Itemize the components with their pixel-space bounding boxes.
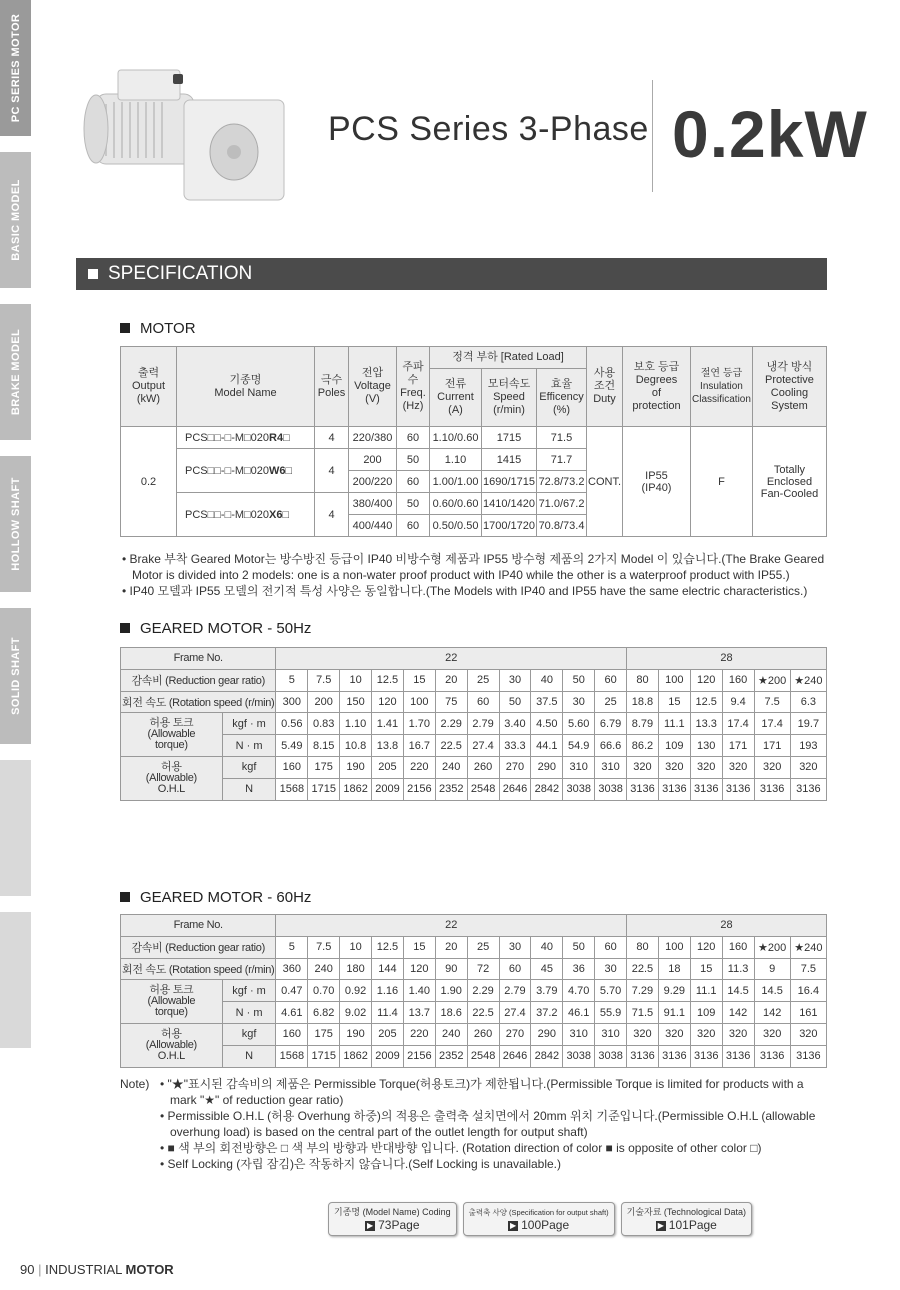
table-cell: 2548 xyxy=(467,1045,499,1067)
table-cell: 171 xyxy=(722,735,754,757)
table-cell: 7.5 xyxy=(790,958,826,980)
table-cell: 6.3 xyxy=(790,691,826,713)
specification-header: SPECIFICATION xyxy=(76,258,827,290)
table-row: 0.2 PCS□□-□-M□020R4□ 4 220/380 60 1.10/0.60 1715 71.5 CONT. IP55 (IP40) F Totally Enclosed Fan-Cooled xyxy=(121,427,827,449)
table-cell: 3136 xyxy=(722,778,754,800)
table-cell: 0.56 xyxy=(276,713,308,735)
table-cell: 11.4 xyxy=(372,1002,404,1024)
table-cell: 100 xyxy=(403,691,435,713)
table-cell: 36 xyxy=(563,958,595,980)
table-cell: 8.15 xyxy=(308,735,340,757)
table-cell: 3136 xyxy=(790,1045,826,1067)
table-cell: 3136 xyxy=(790,778,826,800)
table-cell: 17.4 xyxy=(722,713,754,735)
geared-60-table: Frame No. 22 28 감속비 (Reduction gear ratio) 5 7.5 10 12.5 15 20 25 30 40 50 60 80 100 120 160 ★200 ★240 회전 속도 (Rotation speed (r/min) 360 240 180 144 120 90 72 60 45 36 30 22.5 18 15 11.3 9 7.5 허용 토크 (Allowable torque) kgf · m 0.47 0.70 0.92 1.16 1.40 1.90 2.29 2.79 3.79 4.70 5.70 7.29 9.29 11.1 14.5 14.5 16.4 N · m 4.61 6.82 9.02 11.4 13.7 18.6 22.5 27.4 37.2 46.1 55.9 71.5 91.1 109 142 142 161 허용 (Allowable) O.H.L kgf 160 175 190 205 220 240 260 270 290 310 310 320 320 320 320 320 320 N 1568 1715 1862 2009 2156 2352 2548 2646 2842 3038 3038 3136 3136 3136 3136 3136 3136 xyxy=(120,914,827,1068)
notes-block: Note) • "★"표시된 감속비의 제품은 Permissible Torque(허용토크)가 제한됩니다.(Permissible Torque is limited for products with a mark "★" of reduction gear ratio) • Permissible O.H.L (허용 Overhung 하중)의 적용은 출력축 설치면에서 20mm 위치 기준입니다.(Permissible O.H.L (allowable overhung load) is based on the central part of the outlet length for output shaft) • ■ 색 부의 회전방향은 □ 색 부의 방향과 반대방향 입니다. (Rotation direction of color ■ is opposite of other color □) • Self Locking (자립 잠김)은 작동하지 않습니다.(Self Locking is unavailable.) xyxy=(120,1077,816,1171)
table-row: PCS□□-□-M□020X6□ 4 380/400 50 0.60/0.60 1410/1420 71.0/67.2 xyxy=(121,493,827,515)
table-cell: 4.50 xyxy=(531,713,563,735)
table-cell: 72 xyxy=(467,958,499,980)
table-cell: 7.5 xyxy=(754,691,790,713)
table-cell: 37.2 xyxy=(531,1002,563,1024)
table-cell: 0.47 xyxy=(276,980,308,1002)
table-cell: 16.7 xyxy=(403,735,435,757)
table-cell: 11.3 xyxy=(722,958,754,980)
table-cell: 175 xyxy=(308,756,340,778)
table-cell: 12.5 xyxy=(372,669,404,691)
motor-image xyxy=(78,64,293,204)
col-freq: 주파수 Freq. (Hz) xyxy=(397,347,430,427)
table-cell: 150 xyxy=(340,691,372,713)
table-cell: 1.70 xyxy=(403,713,435,735)
table-cell: 3136 xyxy=(690,1045,722,1067)
model-name: PCS□□-□-M□020W6□ xyxy=(177,449,315,493)
table-cell: 30 xyxy=(499,669,531,691)
table-cell: 12.5 xyxy=(690,691,722,713)
table-cell: 40 xyxy=(531,669,563,691)
table-cell: 30 xyxy=(595,958,627,980)
motor-spec-table xyxy=(120,346,827,537)
table-cell: 14.5 xyxy=(722,980,754,1002)
table-cell: 86.2 xyxy=(627,735,659,757)
table-cell: 20 xyxy=(435,669,467,691)
table-cell: 120 xyxy=(403,958,435,980)
table-cell: 300 xyxy=(276,691,308,713)
table-cell: 2352 xyxy=(435,1045,467,1067)
table-cell: 2548 xyxy=(467,778,499,800)
output-shaft-link[interactable]: 출력축 사양 (Specification for output shaft) ▶ 100Page xyxy=(463,1202,615,1236)
square-icon xyxy=(120,323,130,333)
motor-heading: MOTOR xyxy=(120,320,196,337)
table-cell: 2009 xyxy=(372,778,404,800)
table-cell: 1568 xyxy=(276,778,308,800)
table-cell: 290 xyxy=(531,1023,563,1045)
table-cell: 2009 xyxy=(372,1045,404,1067)
table-cell: 18 xyxy=(658,958,690,980)
table-cell: 5 xyxy=(276,936,308,958)
table-cell: 2.79 xyxy=(467,713,499,735)
table-cell: 160 xyxy=(276,1023,308,1045)
table-cell: 60 xyxy=(467,691,499,713)
torque-nm-row: N · m 4.61 6.82 9.02 11.4 13.7 18.6 22.5 27.4 37.2 46.1 55.9 71.5 91.1 109 142 142 161 xyxy=(121,1002,827,1024)
table-row: PCS□□-□-M□020W6□ 4 200 50 1.10 1415 71.7 xyxy=(121,449,827,471)
table-cell: ★200 xyxy=(754,936,790,958)
table-cell: 13.3 xyxy=(690,713,722,735)
square-icon xyxy=(120,623,130,633)
table-cell: 200 xyxy=(308,691,340,713)
table-cell: 15 xyxy=(658,691,690,713)
table-cell: 270 xyxy=(499,756,531,778)
torque-kgfm-row: 허용 토크 (Allowable torque) kgf · m 0.47 0.70 0.92 1.16 1.40 1.90 2.29 2.79 3.79 4.70 5.70 7.29 9.29 11.1 14.5 14.5 16.4 xyxy=(121,980,827,1002)
table-cell: 2.29 xyxy=(467,980,499,1002)
side-tab-hollow[interactable]: HOLLOW SHAFT xyxy=(0,456,31,592)
side-tab-brake[interactable]: BRAKE MODEL xyxy=(0,304,31,440)
geared-60-heading: GEARED MOTOR - 60Hz xyxy=(120,889,311,906)
table-cell: 3136 xyxy=(627,1045,659,1067)
table-cell: 2842 xyxy=(531,778,563,800)
page-title: PCS Series 3-Phase xyxy=(328,110,649,148)
table-cell: 1.40 xyxy=(403,980,435,1002)
table-cell: 3136 xyxy=(754,778,790,800)
geared-50-table: Frame No. 22 28 감속비 (Reduction gear ratio) 5 7.5 10 12.5 15 20 25 30 40 50 60 80 100 120 160 ★200 ★240 회전 속도 (Rotation speed (r/min) 300 200 150 120 100 75 60 50 37.5 30 25 18.8 15 12.5 9.4 7.5 6.3 허용 토크 (Allowable torque) kgf · m 0.56 0.83 1.10 1.41 1.70 2.29 2.79 3.40 4.50 5.60 6.79 8.79 11.1 13.3 17.4 17.4 19.7 N · m 5.49 8.15 10.8 13.8 16.7 22.5 27.4 33.3 44.1 54.9 66.6 86.2 109 130 171 171 193 허용 (Allowable) O.H.L kgf 160 175 190 205 220 240 260 270 290 310 310 320 320 320 320 320 320 N 1568 1715 1862 2009 2156 2352 2548 2646 2842 3038 3038 3136 3136 3136 3136 3136 3136 xyxy=(120,647,827,801)
table-cell: 3136 xyxy=(658,778,690,800)
torque-kgfm-row: 허용 토크 (Allowable torque) kgf · m 0.56 0.83 1.10 1.41 1.70 2.29 2.79 3.40 4.50 5.60 6.79 8.79 11.1 13.3 17.4 17.4 19.7 xyxy=(121,713,827,735)
table-cell: 30 xyxy=(563,691,595,713)
side-tab-solid[interactable]: SOLID SHAFT xyxy=(0,608,31,744)
col-protection: 보호 등급 Degrees of protection xyxy=(623,347,691,427)
table-cell: 320 xyxy=(690,756,722,778)
power-rating: 0.2kW xyxy=(672,97,868,171)
col-cooling: 냉각 방식 Protective Cooling System xyxy=(752,347,826,427)
table-cell: 7.29 xyxy=(627,980,659,1002)
table-cell: 3136 xyxy=(690,778,722,800)
table-cell: 100 xyxy=(658,936,690,958)
side-tab-pc-series[interactable]: PC SERIES MOTOR xyxy=(0,0,31,136)
col-voltage: 전압 Voltage (V) xyxy=(349,347,397,427)
ohl-n-row: N 1568 1715 1862 2009 2156 2352 2548 2646 2842 3038 3038 3136 3136 3136 3136 3136 3136 xyxy=(121,778,827,800)
table-cell: 50 xyxy=(499,691,531,713)
table-cell: 190 xyxy=(340,1023,372,1045)
table-cell: 12.5 xyxy=(372,936,404,958)
arrow-right-icon: ▶ xyxy=(510,1220,517,1230)
table-cell: 50 xyxy=(563,669,595,691)
table-cell: 13.7 xyxy=(403,1002,435,1024)
table-cell: 27.4 xyxy=(467,735,499,757)
table-cell: 3.40 xyxy=(499,713,531,735)
table-cell: 310 xyxy=(563,756,595,778)
table-cell: 142 xyxy=(722,1002,754,1024)
table-cell: 171 xyxy=(754,735,790,757)
col-insulation: 절연 등급 Insulation Classification xyxy=(691,347,753,427)
table-cell: 22.5 xyxy=(467,1002,499,1024)
table-cell: 2.29 xyxy=(435,713,467,735)
square-icon xyxy=(88,269,98,279)
table-cell: 25 xyxy=(467,669,499,691)
table-cell: 5 xyxy=(276,669,308,691)
table-cell: 60 xyxy=(595,936,627,958)
ohl-kgf-row: 허용 (Allowable) O.H.L kgf 160 175 190 205 220 240 260 270 290 310 310 320 320 320 320 320 320 xyxy=(121,1023,827,1045)
table-cell: 46.1 xyxy=(563,1002,595,1024)
side-tab-basic[interactable]: BASIC MODEL xyxy=(0,152,31,288)
table-cell: 310 xyxy=(595,756,627,778)
table-cell: 2646 xyxy=(499,1045,531,1067)
page-footer: 90 | INDUSTRIAL MOTOR xyxy=(20,1262,174,1277)
table-cell: 2842 xyxy=(531,1045,563,1067)
table-cell: 20 xyxy=(435,936,467,958)
table-cell: 10 xyxy=(340,669,372,691)
table-cell: 3038 xyxy=(595,1045,627,1067)
table-cell: 11.1 xyxy=(690,980,722,1002)
table-cell: 5.49 xyxy=(276,735,308,757)
ohl-n-row: N 1568 1715 1862 2009 2156 2352 2548 2646 2842 3038 3038 3136 3136 3136 3136 3136 3136 xyxy=(121,1045,827,1067)
table-cell: 1715 xyxy=(308,778,340,800)
table-cell: 100 xyxy=(658,669,690,691)
table-cell: 7.5 xyxy=(308,669,340,691)
geared-50-heading: GEARED MOTOR - 50Hz xyxy=(120,620,311,637)
table-cell: 80 xyxy=(627,936,659,958)
table-cell: 45 xyxy=(531,958,563,980)
table-cell: 18.8 xyxy=(627,691,659,713)
table-cell: 3.79 xyxy=(531,980,563,1002)
table-cell: 7.5 xyxy=(308,936,340,958)
table-cell: 161 xyxy=(790,1002,826,1024)
col-eff: 효율 Efficency (%) xyxy=(537,369,587,427)
table-cell: 220 xyxy=(403,1023,435,1045)
table-cell: 3038 xyxy=(595,778,627,800)
arrow-right-icon: ▶ xyxy=(367,1220,374,1230)
table-cell: 142 xyxy=(754,1002,790,1024)
table-cell: 60 xyxy=(499,958,531,980)
col-model: 기종명 Model Name xyxy=(177,347,315,427)
table-cell: 320 xyxy=(722,756,754,778)
table-cell: 180 xyxy=(340,958,372,980)
table-row: 400/440 60 0.50/0.50 1700/1720 70.8/73.4 xyxy=(121,515,827,537)
table-cell: 71.5 xyxy=(627,1002,659,1024)
side-tabs xyxy=(0,0,31,1064)
table-cell: 3136 xyxy=(658,1045,690,1067)
table-cell: 0.70 xyxy=(308,980,340,1002)
table-cell: ★240 xyxy=(790,669,826,691)
table-cell: 60 xyxy=(595,669,627,691)
side-tab-blank xyxy=(0,912,31,1048)
table-cell: 160 xyxy=(276,756,308,778)
table-cell: 310 xyxy=(595,1023,627,1045)
table-cell: 22.5 xyxy=(627,958,659,980)
model-name: PCS□□-□-M□020X6□ xyxy=(177,493,315,537)
table-cell: 33.3 xyxy=(499,735,531,757)
table-cell: 5.60 xyxy=(563,713,595,735)
table-cell: 240 xyxy=(308,958,340,980)
col-current: 전류 Current (A) xyxy=(430,369,482,427)
table-cell: 120 xyxy=(690,669,722,691)
table-cell: 320 xyxy=(627,756,659,778)
table-cell: 1862 xyxy=(340,1045,372,1067)
speed-row: 회전 속도 (Rotation speed (r/min) 360 240 180 144 120 90 72 60 45 36 30 22.5 18 15 11.3 9 7.5 xyxy=(121,958,827,980)
table-cell: 11.1 xyxy=(658,713,690,735)
table-cell: 25 xyxy=(467,936,499,958)
table-cell: 3038 xyxy=(563,778,595,800)
table-cell: 144 xyxy=(372,958,404,980)
table-cell: 2646 xyxy=(499,778,531,800)
model-coding-link[interactable]: 기종명 (Model Name) Coding ▶ 73Page xyxy=(328,1202,457,1236)
table-cell: 22.5 xyxy=(435,735,467,757)
table-cell: 2156 xyxy=(403,778,435,800)
table-cell: 13.8 xyxy=(372,735,404,757)
table-cell: 17.4 xyxy=(754,713,790,735)
table-cell: 91.1 xyxy=(658,1002,690,1024)
table-cell: 220 xyxy=(403,756,435,778)
table-cell: 25 xyxy=(595,691,627,713)
table-cell: 9.29 xyxy=(658,980,690,1002)
title-divider xyxy=(652,80,653,192)
table-cell: 270 xyxy=(499,1023,531,1045)
table-cell: 130 xyxy=(690,735,722,757)
table-row: 200/220 60 1.00/1.00 1690/1715 72.8/73.2 xyxy=(121,471,827,493)
table-cell: 1.41 xyxy=(372,713,404,735)
table-cell: 120 xyxy=(372,691,404,713)
table-cell: 260 xyxy=(467,1023,499,1045)
table-cell: ★200 xyxy=(754,669,790,691)
table-cell: ★240 xyxy=(790,936,826,958)
col-output: 출력 Output (kW) xyxy=(121,347,177,427)
table-cell: 10 xyxy=(340,936,372,958)
col-speed: 모터속도 Speed (r/min) xyxy=(482,369,537,427)
side-tab-blank xyxy=(0,760,31,896)
table-cell: 80 xyxy=(627,669,659,691)
col-poles: 극수 Poles xyxy=(315,347,349,427)
table-cell: 193 xyxy=(790,735,826,757)
table-cell: 1715 xyxy=(308,1045,340,1067)
table-cell: 18.6 xyxy=(435,1002,467,1024)
table-cell: 9.02 xyxy=(340,1002,372,1024)
table-cell: 27.4 xyxy=(499,1002,531,1024)
table-cell: 109 xyxy=(690,1002,722,1024)
note-label: Note) xyxy=(120,1077,150,1091)
table-cell: 175 xyxy=(308,1023,340,1045)
ohl-kgf-row: 허용 (Allowable) O.H.L kgf 160 175 190 205 220 240 260 270 290 310 310 320 320 320 320 320 320 xyxy=(121,756,827,778)
table-cell: 54.9 xyxy=(563,735,595,757)
table-cell: 37.5 xyxy=(531,691,563,713)
table-cell: 6.79 xyxy=(595,713,627,735)
speed-row: 회전 속도 (Rotation speed (r/min) 300 200 150 120 100 75 60 50 37.5 30 25 18.8 15 12.5 9.4 7.5 6.3 xyxy=(121,691,827,713)
table-cell: 320 xyxy=(722,1023,754,1045)
table-cell: 360 xyxy=(276,958,308,980)
table-cell: 9.4 xyxy=(722,691,754,713)
table-cell: 320 xyxy=(690,1023,722,1045)
table-cell: 15 xyxy=(403,669,435,691)
table-cell: 3136 xyxy=(722,1045,754,1067)
table-cell: 3038 xyxy=(563,1045,595,1067)
table-cell: 109 xyxy=(658,735,690,757)
page-links xyxy=(328,1202,752,1236)
table-cell: 1.90 xyxy=(435,980,467,1002)
table-cell: 2352 xyxy=(435,778,467,800)
table-cell: 15 xyxy=(403,936,435,958)
table-cell: 320 xyxy=(754,1023,790,1045)
table-cell: 2.79 xyxy=(499,980,531,1002)
table-cell: 240 xyxy=(435,1023,467,1045)
table-cell: 5.70 xyxy=(595,980,627,1002)
torque-nm-row: N · m 5.49 8.15 10.8 13.8 16.7 22.5 27.4 33.3 44.1 54.9 66.6 86.2 109 130 171 171 193 xyxy=(121,735,827,757)
ratio-row: 감속비 (Reduction gear ratio) 5 7.5 10 12.5 15 20 25 30 40 50 60 80 100 120 160 ★200 ★240 xyxy=(121,669,827,691)
table-cell: 75 xyxy=(435,691,467,713)
table-cell: 320 xyxy=(658,756,690,778)
technical-data-link[interactable]: 기술자료 (Technological Data) ▶ 101Page xyxy=(621,1202,752,1236)
table-cell: 320 xyxy=(658,1023,690,1045)
table-cell: 290 xyxy=(531,756,563,778)
table-cell: 1.16 xyxy=(372,980,404,1002)
table-cell: 1.10 xyxy=(340,713,372,735)
table-cell: 30 xyxy=(499,936,531,958)
table-cell: 3136 xyxy=(627,778,659,800)
table-cell: 240 xyxy=(435,756,467,778)
table-cell: 8.79 xyxy=(627,713,659,735)
table-cell: 9 xyxy=(754,958,790,980)
table-cell: 205 xyxy=(372,756,404,778)
table-cell: 3136 xyxy=(754,1045,790,1067)
table-cell: 15 xyxy=(690,958,722,980)
ratio-row: 감속비 (Reduction gear ratio) 5 7.5 10 12.5 15 20 25 30 40 50 60 80 100 120 160 ★200 ★240 xyxy=(121,936,827,958)
col-duty: 사용 조건 Duty xyxy=(587,347,623,427)
arrow-right-icon: ▶ xyxy=(657,1220,664,1230)
motor-notes: • Brake 부착 Geared Motor는 방수방진 등급이 IP40 비방수형 제품과 IP55 방수형 제품의 2가지 Model 이 있습니다.(The Brake Geared Motor is divided into 2 models: one is a non-water proof product with IP40 while the other is a waterproof product with IP55.) • IP40 모델과 IP55 모델의 전기적 특성 사양은 동일합니다.(The Models with IP40 and IP55 have the same electric characteristics.) xyxy=(122,552,825,598)
table-cell: 260 xyxy=(467,756,499,778)
table-cell: 120 xyxy=(690,936,722,958)
table-cell: 14.5 xyxy=(754,980,790,1002)
table-cell: 44.1 xyxy=(531,735,563,757)
model-name: PCS□□-□-M□020R4□ xyxy=(177,427,315,449)
table-cell: 320 xyxy=(790,756,826,778)
table-cell: 16.4 xyxy=(790,980,826,1002)
square-icon xyxy=(120,892,130,902)
table-cell: 10.8 xyxy=(340,735,372,757)
table-cell: 4.70 xyxy=(563,980,595,1002)
page-number: 90 xyxy=(20,1262,35,1277)
table-cell: 320 xyxy=(790,1023,826,1045)
table-cell: 2156 xyxy=(403,1045,435,1067)
table-cell: 4.61 xyxy=(276,1002,308,1024)
table-cell: 160 xyxy=(722,936,754,958)
table-cell: 310 xyxy=(563,1023,595,1045)
table-cell: 1862 xyxy=(340,778,372,800)
table-cell: 0.83 xyxy=(308,713,340,735)
table-cell: 66.6 xyxy=(595,735,627,757)
table-cell: 190 xyxy=(340,756,372,778)
table-cell: 6.82 xyxy=(308,1002,340,1024)
table-cell: 50 xyxy=(563,936,595,958)
table-cell: 205 xyxy=(372,1023,404,1045)
col-rated: 정격 부하 [Rated Load] xyxy=(430,347,587,369)
table-cell: 55.9 xyxy=(595,1002,627,1024)
table-cell: 90 xyxy=(435,958,467,980)
table-cell: 160 xyxy=(722,669,754,691)
table-cell: 0.92 xyxy=(340,980,372,1002)
table-cell: 19.7 xyxy=(790,713,826,735)
table-cell: 320 xyxy=(627,1023,659,1045)
table-cell: 320 xyxy=(754,756,790,778)
table-cell: 40 xyxy=(531,936,563,958)
table-cell: 1568 xyxy=(276,1045,308,1067)
